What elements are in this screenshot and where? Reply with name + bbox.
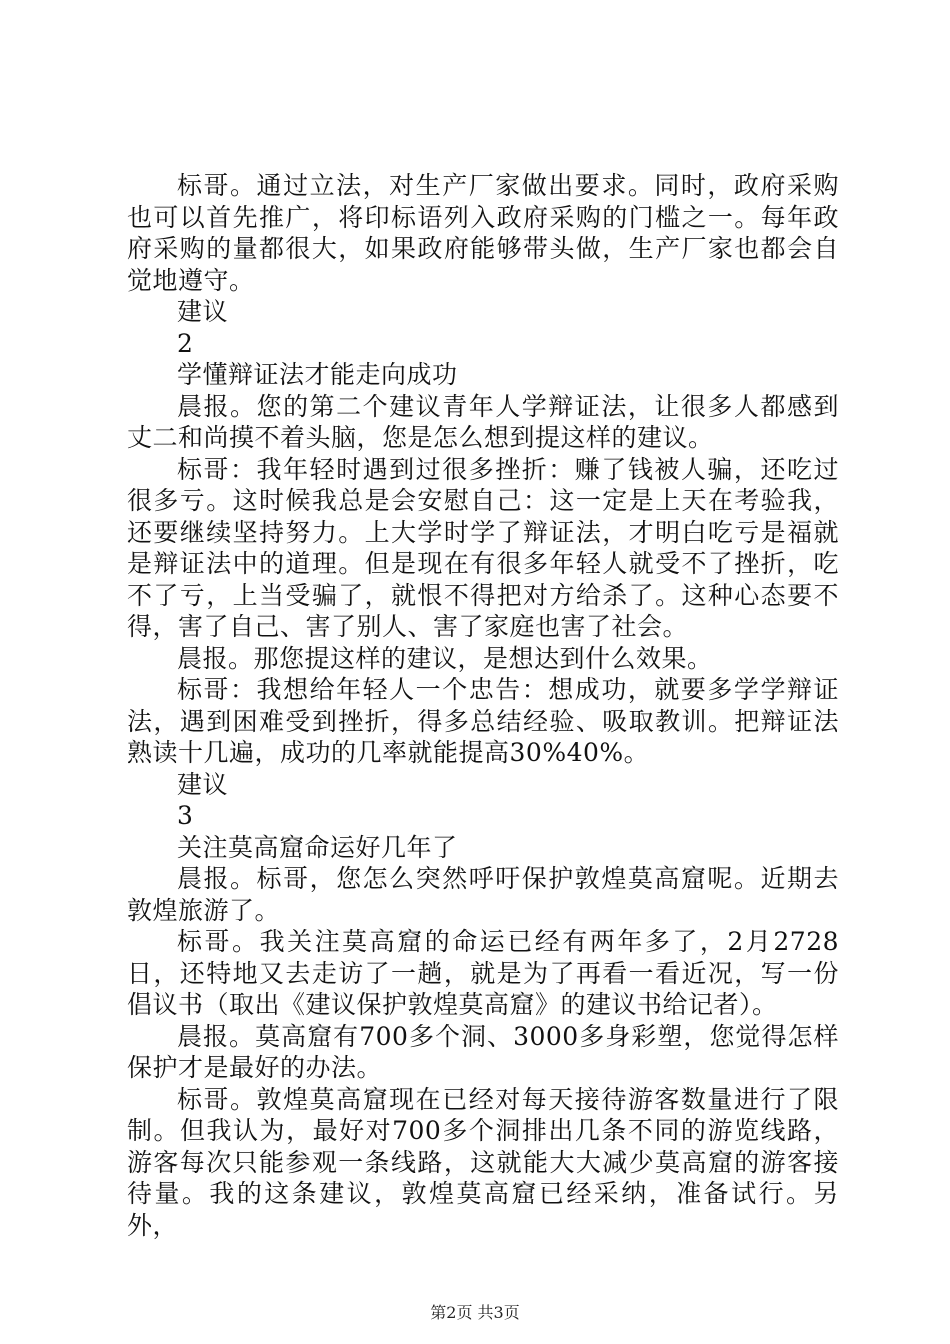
- section-number: 3: [177, 801, 194, 830]
- paragraph: 标哥：我想给年轻人一个忠告：想成功，就要多学学辩证法，遇到困难受到挫折，得多总结经验、吸取教训。把辩证法熟读十几遍，成功的几率就能提高30%40%。: [127, 675, 839, 767]
- section-heading: 建议: [177, 297, 229, 326]
- paragraph: 标哥。我关注莫高窟的命运已经有两年多了，2月2728日，还特地又去走访了一趟，就是为了再看一看近况，写一份倡议书（取出《建议保护敦煌莫高窟》的建议书给记者）。: [127, 927, 839, 1019]
- paragraph: 晨报。那您提这样的建议，是想达到什么效果。: [177, 643, 713, 673]
- paragraph: 标哥。通过立法，对生产厂家做出要求。同时，政府采购也可以首先推广，将印标语列入政府采购的门槛之一。每年政府采购的量都很大，如果政府能够带头做，生产厂家也都会自觉地遵守。: [127, 171, 839, 295]
- section-heading: 建议: [177, 769, 229, 799]
- section-title: 关注莫高窟命运好几年了: [177, 832, 458, 862]
- paragraph: 晨报。莫高窟有700多个洞、3000多身彩塑，您觉得怎样保护才是最好的办法。: [127, 1021, 839, 1082]
- paragraph: 标哥：我年轻时遇到过很多挫折：赚了钱被人骗，还吃过很多亏。这时候我总是会安慰自己：这一定是上天在考验我，还要继续坚持努力。上大学时学了辩证法，才明白吃亏是福就是辩证法中的道理。但是现在有很多年轻人就受不了挫折，吃不了亏，上当受骗了，就恨不得把对方给杀了。这种心态要不得，害了自己、害了别人、害了家庭也害了社会。: [127, 454, 839, 641]
- document-body: [127, 170, 839, 1241]
- page-footer: [0, 1300, 950, 1323]
- paragraph: 晨报。标哥，您怎么突然呼吁保护敦煌莫高窟呢。近期去敦煌旅游了。: [127, 864, 839, 925]
- section-number: 2: [177, 328, 194, 358]
- paragraph: 标哥。敦煌莫高窟现在已经对每天接待游客数量进行了限制。但我认为，最好对700多个洞排出几条不同的游览线路，游客每次只能参观一条线路，这就能大大减少莫高窟的游客接待量。我的这条建议，敦煌莫高窟已经采纳，准备试行。另外，: [127, 1084, 839, 1240]
- section-title: 学懂辩证法才能走向成功: [177, 360, 458, 389]
- page-number-label: 第2页 共3页: [430, 1303, 520, 1322]
- paragraph: 晨报。您的第二个建议青年人学辩证法，让很多人都感到丈二和尚摸不着头脑，您是怎么想到提这样的建议。: [127, 391, 839, 452]
